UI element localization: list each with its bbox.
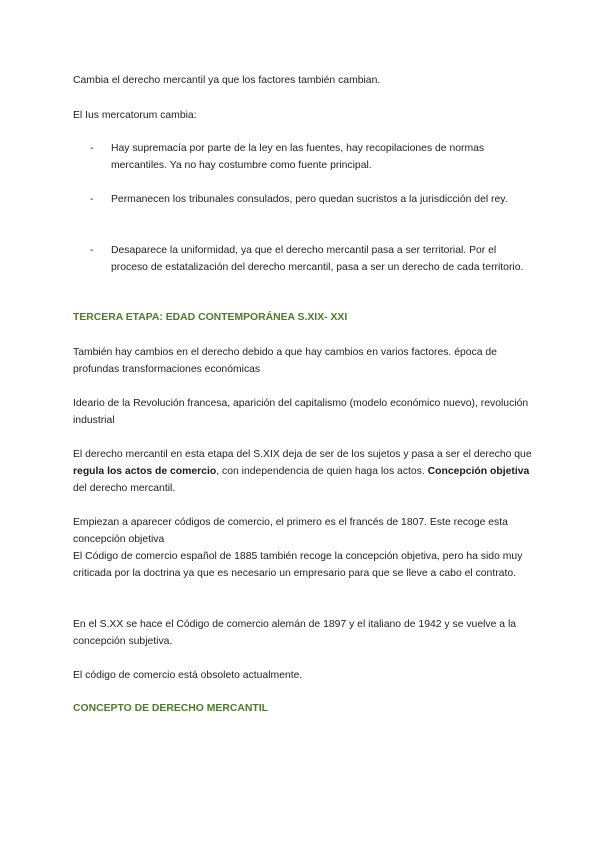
text-run: El Código de comercio español de 1885 también recoge la concepción objetiva, pero ha sido muy criticada por la doctrina ya que es necesario un empresario para que se lleve a cabo el contrato. [73, 551, 523, 579]
bullet-dash: - [90, 194, 94, 205]
bullet-text: Desaparece la uniformidad, ya que el derecho mercantil pasa a ser territorial. Por el proceso de estatalización del derecho mercantil, pasa a ser un derecho de cada territorio. [111, 245, 524, 273]
paragraph-obsoleto: El código de comercio está obsoleto actualmente. [73, 670, 303, 681]
paragraph-siglo-xx: En el S.XX se hace el Código de comercio alemán de 1897 y el italiano de 1942 y se vuelve a la concepción subjetiva. [73, 619, 517, 647]
text-run: Empiezan a aparecer códigos de comercio, el primero es el francés de 1807. Este recoge esta concepción objetiva [73, 517, 508, 545]
text-run: , con independencia de quien haga los actos. [216, 466, 428, 477]
paragraph-cambios: También hay cambios en el derecho debido a que hay cambios en varios factores. época de profundas transformaciones económicas [73, 347, 497, 375]
bullet-dash: - [90, 143, 94, 154]
bullet-text: Permanecen los tribunales consulados, pero quedan sucristos a la jurisdicción del rey. [111, 194, 508, 205]
section-heading-concepto: CONCEPTO DE DERECHO MERCANTIL [73, 703, 268, 714]
paragraph-ius-mercatorum: El Ius mercatorum cambia: [73, 110, 197, 121]
bullet-text: Hay supremacía por parte de la ley en las fuentes, hay recopilaciones de normas mercantiles. Ya no hay costumbre como fuente principal. [111, 143, 485, 171]
bold-run: Concepción objetiva [427, 466, 530, 477]
text-run: del derecho mercantil. [73, 483, 176, 494]
list-item [90, 242, 535, 276]
paragraph-ideario: Ideario de la Revolución francesa, aparición del capitalismo (modelo económico nuevo), revolución industrial [73, 398, 529, 426]
list-item [90, 191, 535, 208]
text-run: El derecho mercantil en esta etapa del S.XIX deja de ser de los sujetos y pasa a ser el derecho que [73, 449, 532, 460]
paragraph-intro: Cambia el derecho mercantil ya que los factores también cambian. [73, 75, 381, 86]
bullet-dash: - [90, 245, 94, 256]
paragraph-codigos [73, 514, 535, 582]
bold-run: regula los actos de comercio [73, 466, 217, 477]
list-item [90, 140, 535, 174]
section-heading-tercera-etapa: TERCERA ETAPA: EDAD CONTEMPORÁNEA S.XIX- XXI [73, 312, 348, 323]
paragraph-concepcion-objetiva [73, 446, 535, 497]
